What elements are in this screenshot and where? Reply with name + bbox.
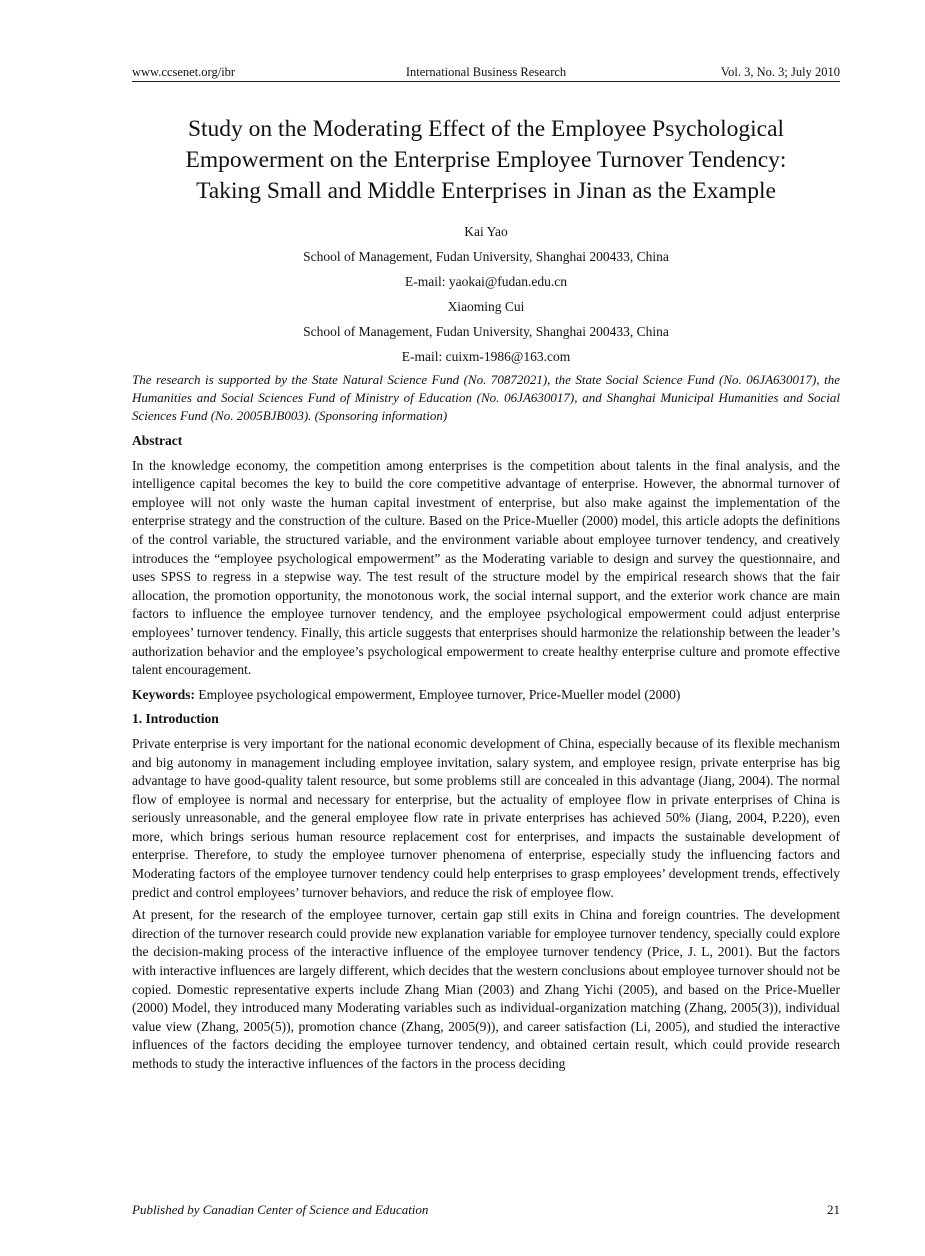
sponsor-note: The research is supported by the State Natural Science Fund (No. 70872021), the State Social Science Fund (No. 06JA630017), the Humanities and Social Sciences Fund of Ministry of Education (No. 06JA630017), and Shanghai Municipal Humanities and Social Sciences Fund (No. 2005BJB003). (Sponsoring information) [132,372,840,423]
running-header [132,64,840,80]
body-text [132,432,840,1078]
author-affiliation: School of Management, Fudan University, Shanghai 200433, China [303,249,669,264]
abstract-text: In the knowledge economy, the competition among enterprises is the competition about talents in the final analysis, and the intelligence capital becomes the key to build the core competitive advantage of enterprise. However, the abnormal turnover of employee will not only waste the human capital investment of enterprise, but also make against the implementation of the enterprise strategy and the construction of the culture. Based on the Price-Mueller (2000) model, this article adopts the definitions of the control variable, the structured variable, and the environment variable about employee turnover tendency, and creatively introduces the “employee psychological empowerment” as the Moderating variable to design and survey the questionnaire, and uses SPSS to regress in a stepwise way. The test result of the structure model by the empirical research shows that the fair allocation, the promotion opportunity, the monotonous work, the social internal support, and the exterior work chance are main factors to influence the employee turnover tendency, and the employee psychological empowerment could adjust enterprise employees’ turnover tendency. Finally, this article suggests that enterprises should harmonize the relationship between the leader’s authorization behavior and the employee’s psychological empowerment to create healthy enterprise culture and promote effective talent encouragement. [132,457,840,678]
keywords-label: Keywords: [132,686,195,702]
keywords-text: Employee psychological empowerment, Employee turnover, Price-Mueller model (2000) [195,686,681,702]
title-line-1: Study on the Moderating Effect of the Employee Psychological [187,116,785,142]
author-block [132,219,840,369]
header-divider [132,81,840,82]
author-affiliation: School of Management, Fudan University, Shanghai 200433, China [303,324,669,339]
section-heading-introduction: 1. Introduction [132,711,219,727]
keywords [132,686,840,705]
author-name: Kai Yao [464,224,508,239]
author-name: Xiaoming Cui [447,299,525,314]
introduction-paragraph-2: At present, for the research of the employee turnover, certain gap still exits in China and foreign countries. The development direction of the turnover research could provide new explanation variable for employee turnover tendency, specially could explore the decision-making process of the interactive influence of the employee turnover tendency (Price, J. L, 2001). But the factors with interactive influences are largely different, which decides that the western conclusions about employee turnover should not be copied. Domestic representative experts include Zhang Mian (2003) and Zhang Yichi (2005), and based on the Price-Mueller (2000) Model, they introduced many Moderating variables such as individual-organization matching (Zhang, 2005(3)), individual value view (Zhang, 2005(5)), promotion chance (Zhang, 2005(9)), and career satisfaction (Li, 2005), and studied the interactive influences of the factors deciding the employee turnover tendency, and obtained certain result, which could provide research methods to study the interactive influences of the factors in the process deciding [132,907,840,1071]
page-number: 21 [827,1202,840,1217]
journal-volume: Vol. 3, No. 3; July 2010 [720,65,840,79]
author-email: E-mail: yaokai@fudan.edu.cn [405,274,567,289]
title-line-3: Taking Small and Middle Enterprises in Jinan as the Example [196,178,776,204]
introduction-paragraph-1: Private enterprise is very important for the national economic development of China, especially because of its flexible mechanism and big autonomy in management including employee invitation, salary system, and employee resign, private enterprise has big advantage to have good-quality talent resource, but some problems still are concealed in this advantage (Jiang, 2004). The normal flow of employee is normal and necessary for enterprise, but the actuality of employee flow in private enterprises of China is seriously unreasonable, and the general employee flow rate in private enterprises has achieved 50% (Jiang, 2004, P.220), even more, which brings serious human resource replacement cost for enterprises, and impacts the sustainable development of enterprise. Therefore, to study the employee turnover phenomena of enterprise, especially study the influencing factors and Moderating factors of the employee turnover tendency could help enterprises to grasp employees’ development trends, effectively predict and control employees’ turnover behaviors, and reduce the risk of employee flow. [132,735,840,900]
author-email: E-mail: cuixm-1986@163.com [401,349,571,364]
abstract-heading: Abstract [132,433,183,448]
journal-name: International Business Research [405,65,567,79]
paper-title [132,114,840,207]
title-line-2: Empowerment on the Enterprise Employee Turnover Tendency: [185,147,787,173]
journal-url: www.ccsenet.org/ibr [132,65,236,79]
publisher-note: Published by Canadian Center of Science and Education [132,1202,429,1217]
